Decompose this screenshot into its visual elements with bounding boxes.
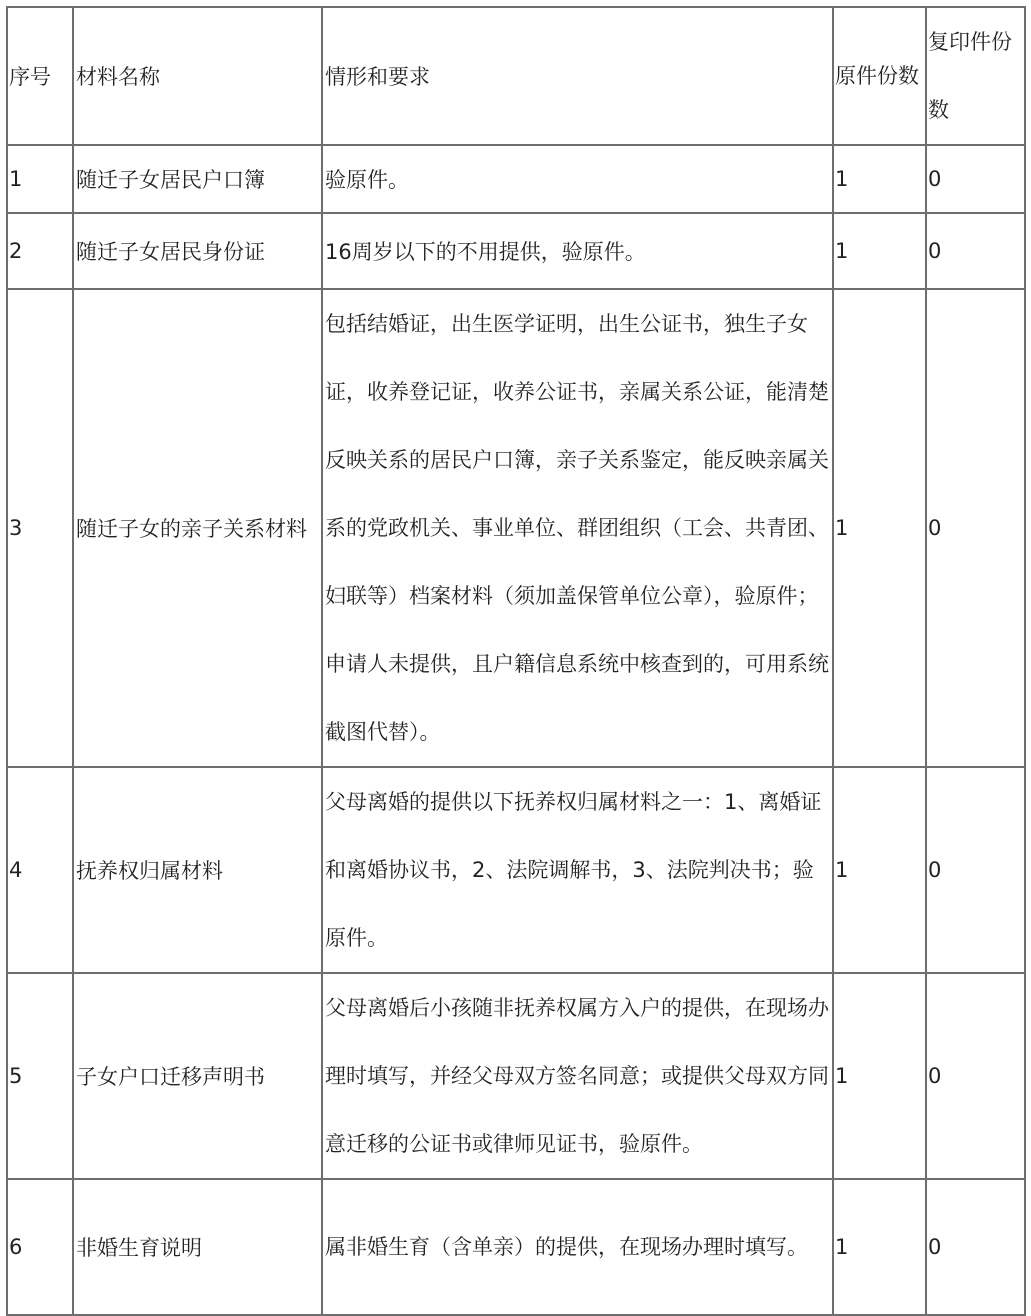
row-original-count: 1 [833, 289, 926, 767]
row-requirement: 16周岁以下的不用提供，验原件。 [322, 213, 833, 289]
row-copy-count: 0 [926, 1179, 1025, 1315]
header-copies: 复印件份数 [926, 7, 1025, 145]
table-row [7, 767, 1025, 973]
header-requirement: 情形和要求 [322, 7, 833, 145]
row-requirement: 父母离婚后小孩随非抚养权属方入户的提供，在现场办理时填写，并经父母双方签名同意；或提供父母双方同意迁移的公证书或律师见证书，验原件。 [322, 973, 833, 1179]
row-original-count: 1 [833, 1179, 926, 1315]
row-copy-count: 0 [926, 289, 1025, 767]
row-index: 4 [7, 767, 73, 973]
table-row [7, 289, 1025, 767]
row-original-count: 1 [833, 145, 926, 213]
row-index: 6 [7, 1179, 73, 1315]
table-row [7, 973, 1025, 1179]
table-row [7, 145, 1025, 213]
row-material-name: 随迁子女居民户口簿 [73, 145, 322, 213]
row-copy-count: 0 [926, 767, 1025, 973]
table-row [7, 1179, 1025, 1315]
row-index: 3 [7, 289, 73, 767]
row-index: 1 [7, 145, 73, 213]
table-row [7, 213, 1025, 289]
row-requirement: 属非婚生育（含单亲）的提供，在现场办理时填写。 [322, 1179, 833, 1315]
row-requirement: 包括结婚证，出生医学证明，出生公证书，独生子女证，收养登记证，收养公证书，亲属关系公证，能清楚反映关系的居民户口簿，亲子关系鉴定，能反映亲属关系的党政机关、事业单位、群团组织（工会、共青团、妇联等）档案材料（须加盖保管单位公章），验原件；申请人未提供，且户籍信息系统中核查到的，可用系统截图代替）。 [322, 289, 833, 767]
row-requirement: 验原件。 [322, 145, 833, 213]
row-material-name: 抚养权归属材料 [73, 767, 322, 973]
row-original-count: 1 [833, 767, 926, 973]
row-material-name: 非婚生育说明 [73, 1179, 322, 1315]
header-row [7, 7, 1025, 145]
row-material-name: 子女户口迁移声明书 [73, 973, 322, 1179]
header-original: 原件份数 [833, 7, 926, 145]
row-index: 2 [7, 213, 73, 289]
row-original-count: 1 [833, 213, 926, 289]
row-requirement: 父母离婚的提供以下抚养权归属材料之一：1、离婚证和离婚协议书，2、法院调解书，3、法院判决书；验原件。 [322, 767, 833, 973]
row-original-count: 1 [833, 973, 926, 1179]
row-material-name: 随迁子女的亲子关系材料 [73, 289, 322, 767]
row-copy-count: 0 [926, 145, 1025, 213]
materials-table [6, 6, 1026, 1316]
header-name: 材料名称 [73, 7, 322, 145]
row-material-name: 随迁子女居民身份证 [73, 213, 322, 289]
row-copy-count: 0 [926, 973, 1025, 1179]
header-index: 序号 [7, 7, 73, 145]
row-index: 5 [7, 973, 73, 1179]
row-copy-count: 0 [926, 213, 1025, 289]
